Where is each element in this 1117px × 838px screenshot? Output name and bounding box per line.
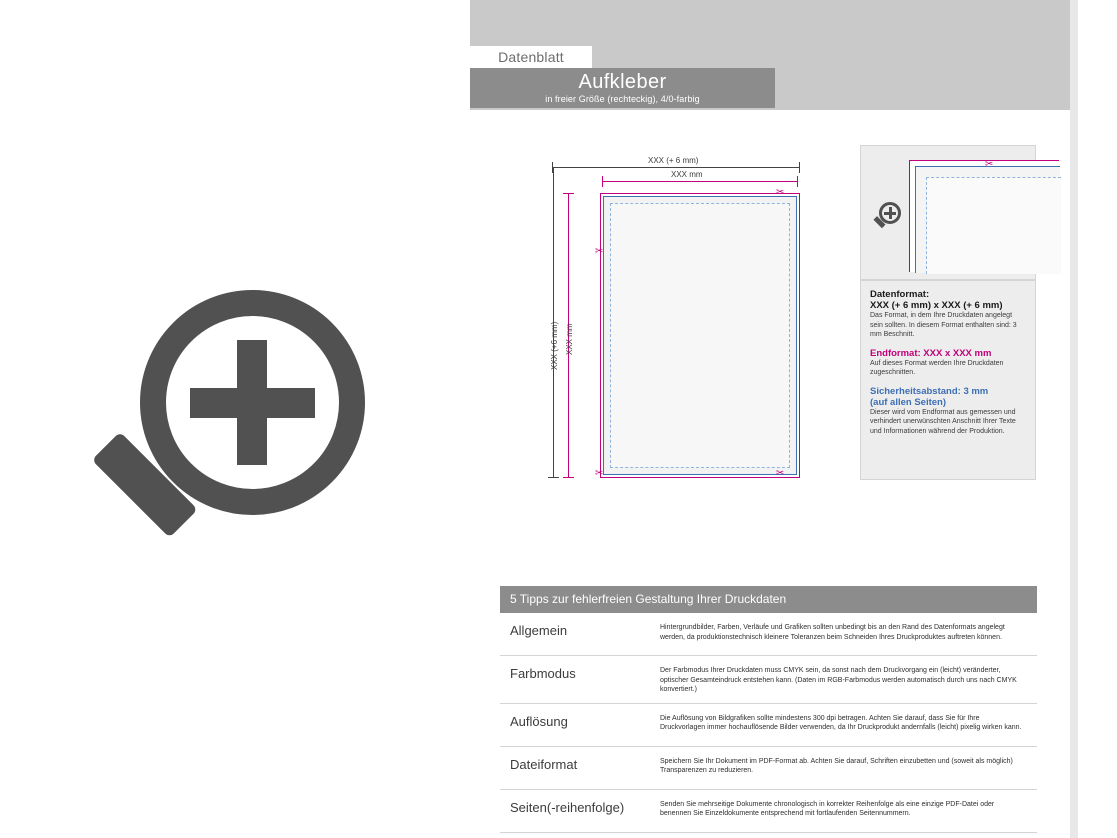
page-edge-shadow <box>1070 0 1078 838</box>
scissors-icon: ✂ <box>595 246 604 257</box>
tips-row-label: Farbmodus <box>510 666 576 681</box>
page-left-margin <box>470 110 502 838</box>
title-band <box>470 68 775 108</box>
legend-endformat-title: Endformat: XXX x XXX mm <box>870 347 992 359</box>
dim-line-top-outer <box>552 167 800 168</box>
safety-frame <box>610 203 790 468</box>
tips-table-header: 5 Tipps zur fehlerfreien Gestaltung Ihrer Druckdaten <box>500 586 1037 613</box>
corner-detail-card <box>860 145 1036 280</box>
corner-detail-safety <box>926 177 1061 274</box>
magnifier-plus-icon <box>100 290 365 555</box>
tips-row-text: Senden Sie mehrseitige Dokumente chronologisch in korrekter Reihenfolge als eine einzige PDF-Datei oder benennen Sie Einzeldokumente entsprechend mit fortlaufenden Seitennummern. <box>660 800 995 817</box>
magnifier-plus-vertical <box>237 340 267 465</box>
magnifier-plus-vertical <box>889 207 892 219</box>
tips-row-label: Allgemein <box>510 623 568 638</box>
dim-tick <box>563 477 574 478</box>
tips-row-text: Hintergrundbilder, Farben, Verläufe und Grafiken sollten unbedingt bis an den Rand des Datenformats angelegt werden, da produktionstechnisch kleinere Toleranzen beim Schneiden Ihres Druckproduktes auftreten können. <box>660 624 1005 641</box>
legend-sicherheitsabstand-sub: (auf allen Seiten) <box>870 396 947 408</box>
scissors-icon: ✂ <box>595 468 604 479</box>
dim-tick <box>563 193 574 194</box>
page-title: Aufkleber <box>578 71 667 93</box>
dim-label-top-inner: XXX mm <box>668 170 706 179</box>
scissors-icon: ✂ <box>985 159 994 170</box>
legend-endformat-text: Auf dieses Format werden Ihre Druckdaten zugeschnitten. <box>870 359 1004 376</box>
dim-tick <box>602 176 603 187</box>
legend-sicherheitsabstand-text: Dieser wird vom Endformat aus gemessen und verhindert unerwünschten Anschnitt Ihrer Texte und Informationen während der Produktion. <box>870 408 1016 435</box>
format-legend <box>860 280 1036 480</box>
legend-datenformat-value: XXX (+ 6 mm) x XXX (+ 6 mm) <box>870 300 1003 311</box>
tips-table <box>500 586 1037 833</box>
magnifier-plus-icon <box>875 202 901 228</box>
table-row <box>500 656 1037 704</box>
scissors-icon: ✂ <box>776 468 785 479</box>
legend-datenformat-text: Das Format, in dem Ihre Druckdaten angelegt sein sollten. In diesem Format enthalten sind: 3 mm Beschnitt. <box>870 312 1017 338</box>
table-row <box>500 704 1037 747</box>
dim-tick <box>797 176 798 187</box>
corner-detail-trim <box>915 166 1060 273</box>
tips-row-label: Seiten(-reihenfolge) <box>510 799 625 815</box>
page-subtitle: in freier Größe (rechteckig), 4/0-farbig <box>545 94 700 104</box>
dim-label-top-outer: XXX (+ 6 mm) <box>645 156 701 165</box>
legend-datenformat-title: Datenformat: <box>870 289 930 300</box>
dim-label-left-inner: XXX mm <box>565 323 574 355</box>
legend-sicherheitsabstand-title: Sicherheitsabstand: 3 mm <box>870 385 989 397</box>
tips-row-label: Dateiformat <box>510 756 578 772</box>
dim-tick <box>548 477 559 478</box>
scissors-icon: ✂ <box>776 187 785 198</box>
tips-row-text: Die Auflösung von Bildgrafiken sollte mindestens 300 dpi betragen. Achten Sie darauf, dass Sie für Ihre Druckvorlagen immer hochauflösende Bilder verwenden, da Ihr Druckprodukt andernfalls (leicht) pixelig wirken kann. <box>660 714 1022 731</box>
table-row <box>500 790 1037 833</box>
table-row <box>500 747 1037 790</box>
dim-line-top-inner <box>602 181 798 182</box>
corner-detail-bleed <box>909 160 1059 272</box>
tips-row-text: Speichern Sie Ihr Dokument im PDF-Format ab. Achten Sie darauf, Schriften einzubetten und (soweit als möglich) Transparenzen zu reduzieren. <box>660 757 1013 774</box>
tips-row-label: Auflösung <box>510 713 568 729</box>
dim-tick <box>799 162 800 173</box>
dim-label-left-outer: XXX (+6 mm) <box>550 321 559 370</box>
format-diagram <box>540 145 820 495</box>
tips-row-text: Der Farbmodus Ihrer Druckdaten muss CMYK sein, da sonst nach dem Druckvorgang ein (leicht) veränderter, optischer Gesamteindruck entstehen kann. (Daten im RGB-Farbmodus werden automatisch durch uns nach CMYK konvertiert.) <box>660 667 1017 693</box>
table-row <box>500 613 1037 656</box>
datenblatt-tab[interactable]: Datenblatt <box>470 46 592 68</box>
